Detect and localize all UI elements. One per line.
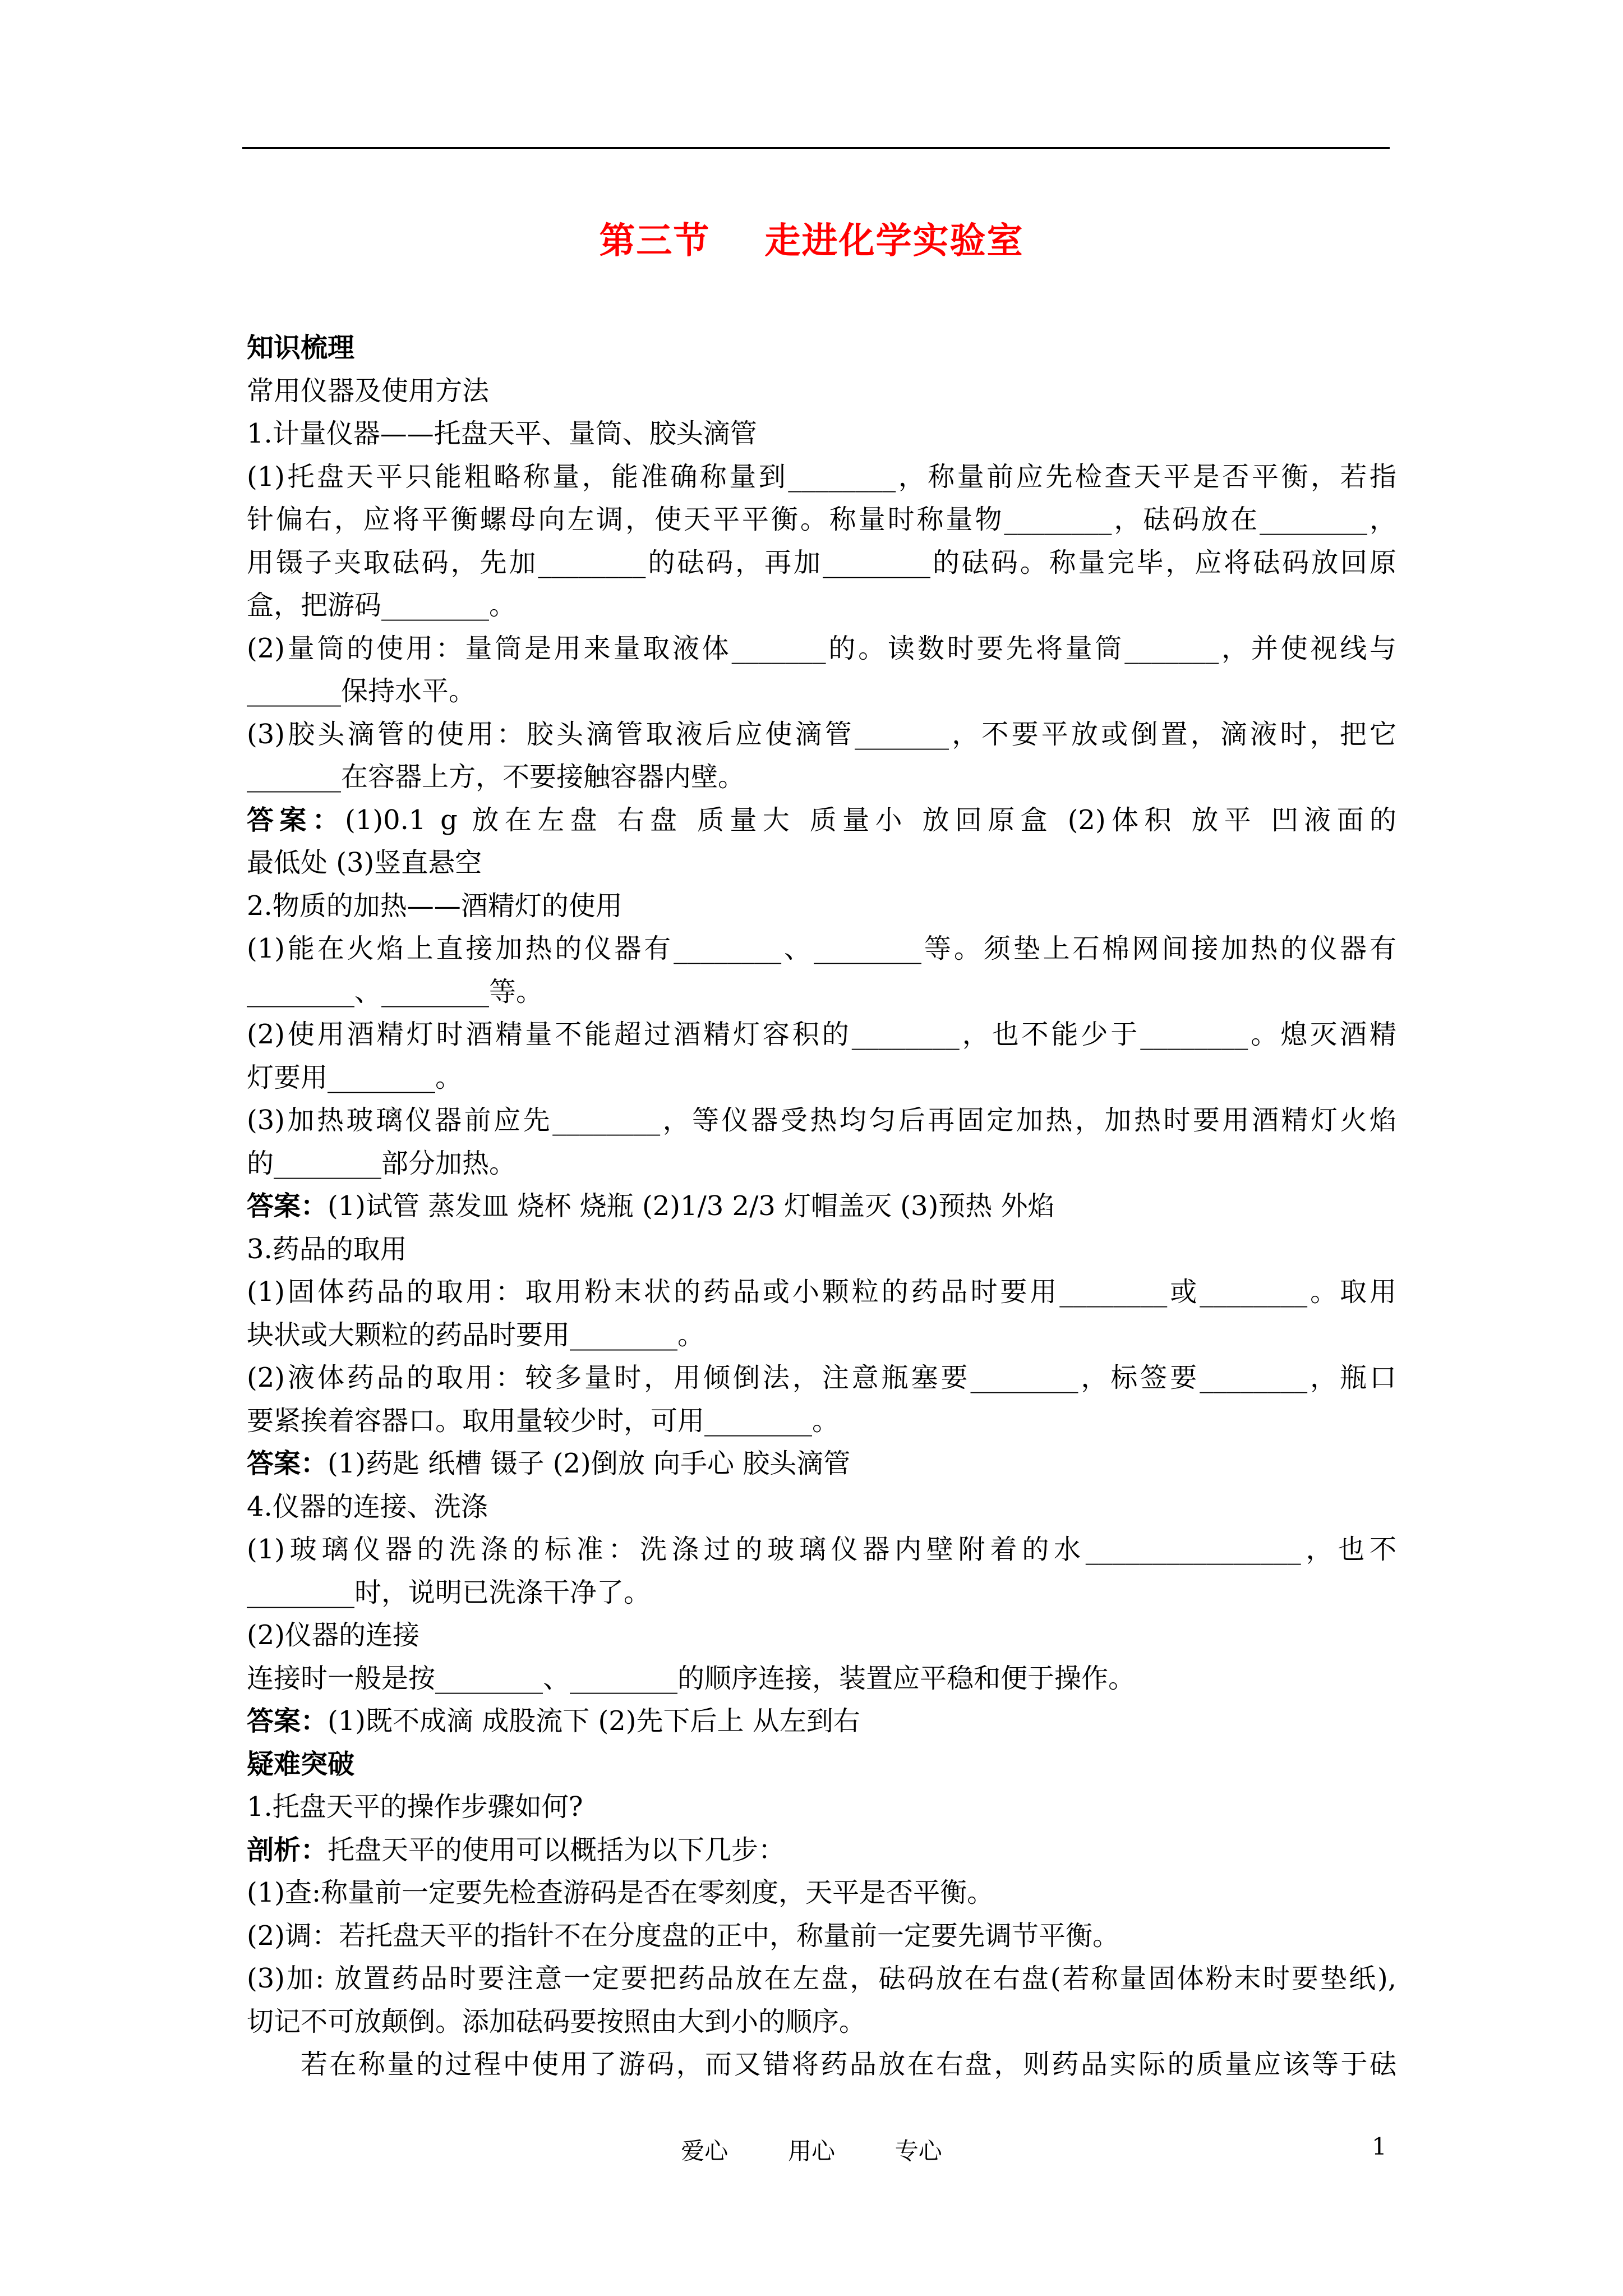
line-text: (1)玻璃仪器的洗涤的标准：洗涤过的玻璃仪器内壁附着的水________________，也不	[247, 1534, 1396, 1565]
line-text: 最低处 (3)竖直悬空	[247, 847, 482, 878]
text-line	[247, 1314, 1396, 1357]
line-text: ________、________等。	[247, 976, 543, 1007]
line-text: 的________部分加热。	[247, 1147, 517, 1179]
page-footer	[0, 2133, 1623, 2166]
text-line	[247, 1400, 1396, 1443]
line-text: 用镊子夹取砝码，先加________的砝码，再加________的砝码。称量完毕，应将砝码放回原	[247, 546, 1396, 578]
line-text: (1)查:称量前一定要先检查游码是否在零刻度，天平是否平衡。	[247, 1877, 994, 1908]
text-line	[247, 713, 1396, 756]
page-number: 1	[1372, 2133, 1387, 2160]
line-text: 若在称量的过程中使用了游码，而又错将药品放在右盘，则药品实际的质量应该等于砝	[301, 2049, 1396, 2080]
text-line	[247, 1528, 1396, 1571]
text-line	[247, 541, 1396, 585]
line-text: (1)托盘天平只能粗略称量，能准确称量到________，称量前应先检查天平是否平衡，若指	[247, 461, 1396, 493]
text-line	[247, 1915, 1396, 1958]
line-text: (2)量筒的使用：量筒是用来量取液体_______的。读数时要先将量筒_______，并使视线与	[247, 632, 1396, 664]
text-line	[247, 1786, 1396, 1829]
text-line	[247, 1271, 1396, 1314]
text-line	[247, 1700, 1396, 1743]
text-line	[247, 1442, 1396, 1485]
line-text: (3)加热玻璃仪器前应先________，等仪器受热均匀后再固定加热，加热时要用酒精灯火焰	[247, 1105, 1396, 1136]
line-text: 要紧挨着容器口。取用量较少时，可用________。	[247, 1405, 840, 1437]
line-text: ________时，说明已洗涤干净了。	[247, 1576, 651, 1608]
line-text: (1)固体药品的取用：取用粉末状的药品或小颗粒的药品时要用________或________。取用	[247, 1276, 1396, 1308]
line-text: 常用仪器及使用方法	[247, 375, 490, 407]
line-text: 块状或大颗粒的药品时要用________。	[247, 1319, 705, 1351]
section-knowledge	[247, 370, 1396, 1743]
section-heading: 知识梳理	[247, 332, 355, 364]
line-text: (3)胶头滴管的使用：胶头滴管取液后应使滴管_______，不要平放或倒置，滴液时，把它	[247, 718, 1396, 750]
line-label: 剖析：	[247, 1834, 328, 1866]
text-line	[247, 670, 1396, 713]
text-line	[247, 1013, 1396, 1056]
text-line	[247, 927, 1396, 970]
line-text: 灯要用________。	[247, 1061, 463, 1093]
text-line	[247, 1957, 1396, 2000]
line-text: 4.仪器的连接、洗涤	[247, 1490, 488, 1522]
line-text: (1)0.1 g 放在左盘 右盘 质量大 质量小 放回原盒 (2)体积 放平 凹液面的	[345, 804, 1396, 836]
line-text: 切记不可放颠倒。添加砝码要按照由大到小的顺序。	[247, 2005, 866, 2037]
text-line	[247, 412, 1396, 455]
document-body	[247, 326, 1396, 2086]
text-line	[247, 627, 1396, 670]
line-text: (2)使用酒精灯时酒精量不能超过酒精灯容积的________，也不能少于________。熄灭酒精	[247, 1019, 1396, 1050]
text-line	[247, 455, 1396, 499]
text-line	[247, 1871, 1396, 1915]
text-line	[247, 498, 1396, 541]
line-text: _______保持水平。	[247, 675, 476, 707]
line-text: _______在容器上方，不要接触容器内壁。	[247, 761, 745, 793]
text-line	[247, 1099, 1396, 1142]
text-line	[247, 1829, 1396, 1872]
line-label: 答案：	[247, 1705, 328, 1737]
line-text: 2.物质的加热——酒精灯的使用	[247, 890, 623, 922]
text-line	[247, 1356, 1396, 1400]
line-text: (2)液体药品的取用：较多量时，用倾倒法，注意瓶塞要________，标签要________，瓶口	[247, 1362, 1396, 1393]
text-line	[247, 1657, 1396, 1700]
text-line	[247, 1571, 1396, 1614]
header-rule	[242, 147, 1390, 149]
line-text: (1)能在火焰上直接加热的仪器有________、________等。须垫上石棉网间接加热的仪器有	[247, 933, 1396, 964]
text-line	[247, 756, 1396, 799]
section-difficulty	[247, 1786, 1396, 2086]
text-line	[247, 1056, 1396, 1099]
line-label: 答案：	[247, 1448, 328, 1479]
line-text: 连接时一般是按________、________的顺序连接，装置应平稳和便于操作。	[247, 1662, 1136, 1694]
text-line	[247, 799, 1396, 842]
line-text: 1.计量仪器——托盘天平、量筒、胶头滴管	[247, 418, 757, 449]
text-line	[247, 1142, 1396, 1185]
text-line	[247, 1485, 1396, 1529]
page-title: 第三节 走进化学实验室	[599, 220, 1024, 262]
text-line	[247, 2000, 1396, 2044]
line-label: 答案：	[247, 804, 345, 836]
text-line	[247, 841, 1396, 885]
section-heading: 疑难突破	[247, 1748, 355, 1780]
text-line	[247, 2043, 1396, 2086]
text-line	[247, 584, 1396, 627]
line-text: (1)既不成滴 成股流下 (2)先下后上 从左到右	[328, 1705, 860, 1737]
text-line	[247, 885, 1396, 928]
text-line	[247, 1185, 1396, 1228]
text-line	[247, 1614, 1396, 1657]
line-label: 答案：	[247, 1190, 328, 1222]
line-text: 托盘天平的使用可以概括为以下几步：	[328, 1834, 786, 1866]
line-text: (1)试管 蒸发皿 烧杯 烧瓶 (2)1/3 2/3 灯帽盖灭 (3)预热 外焰	[328, 1190, 1055, 1222]
line-text: 1.托盘天平的操作步骤如何?	[247, 1791, 583, 1823]
line-text: (3)加: 放置药品时要注意一定要把药品放在左盘，砝码放在右盘(若称量固体粉末时要垫纸),	[247, 1963, 1396, 1994]
text-line	[247, 370, 1396, 413]
line-text: (1)药匙 纸槽 镊子 (2)倒放 向手心 胶头滴管	[328, 1448, 851, 1479]
line-text: (2)调：若托盘天平的指针不在分度盘的正中，称量前一定要先调节平衡。	[247, 1920, 1119, 1952]
line-text: 盒，把游码________。	[247, 590, 517, 621]
line-text: 3.药品的取用	[247, 1233, 407, 1265]
line-text: 针偏右，应将平衡螺母向左调，使天平平衡。称量时称量物________，砝码放在________，	[247, 504, 1396, 535]
line-text: (2)仪器的连接	[247, 1619, 419, 1651]
text-line	[247, 970, 1396, 1014]
text-line	[247, 1228, 1396, 1271]
footer-motto: 爱心 用心 专心	[681, 2137, 942, 2165]
